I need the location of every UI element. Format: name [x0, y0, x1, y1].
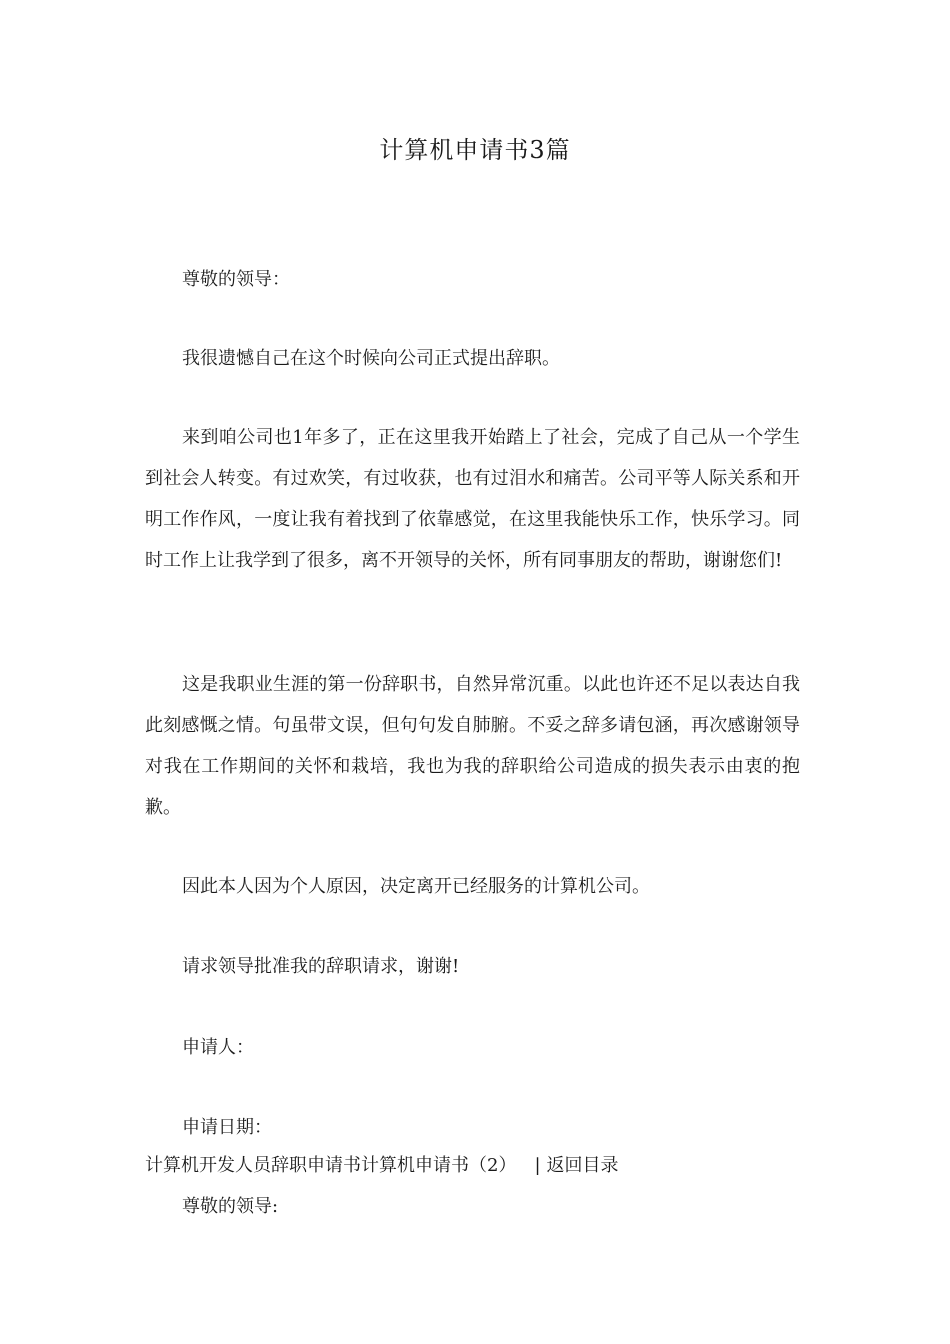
paragraph-5: 请求领导批准我的辞职请求，谢谢! [182, 956, 460, 977]
navigation-links [145, 1152, 619, 1180]
salutation-2: 尊敬的领导: [182, 1196, 279, 1217]
link-separator: | [534, 1155, 541, 1176]
date-label: 申请日期： [182, 1117, 272, 1138]
paragraph-2: 来到咱公司也1年多了，正在这里我开始踏上了社会，完成了自己从一个学生到社会人转变。有过欢笑，有过收获，也有过泪水和痛苦。公司平等人际关系和开明工作作风，一度让我有着找到了依靠感觉，在这里我能快乐工作，快乐学习。同时工作上让我学到了很多，离不开领导的关怀，所有同事朋友的帮助，谢谢您们! [145, 427, 800, 571]
document-title: 计算机申请书3篇 [379, 136, 571, 164]
paragraph-4: 因此本人因为个人原因，决定离开已经服务的计算机公司。 [182, 876, 650, 897]
paragraph-3: 这是我职业生涯的第一份辞职书，自然异常沉重。以此也许还不足以表达自我此刻感慨之情。句虽带文误，但句句发自肺腑。不妥之辞多请包涵，再次感谢领导对我在工作期间的关怀和栽培，我也为我的辞职给公司造成的损失表示由衷的抱歉。 [145, 674, 800, 818]
applicant-label: 申请人： [182, 1037, 254, 1058]
next-document-link[interactable]: 计算机开发人员辞职申请书计算机申请书（2） [145, 1155, 517, 1176]
paragraph-1: 我很遗憾自己在这个时候向公司正式提出辞职。 [182, 348, 560, 369]
back-to-toc-link[interactable]: 返回目录 [546, 1155, 619, 1176]
salutation: 尊敬的领导： [182, 269, 290, 290]
